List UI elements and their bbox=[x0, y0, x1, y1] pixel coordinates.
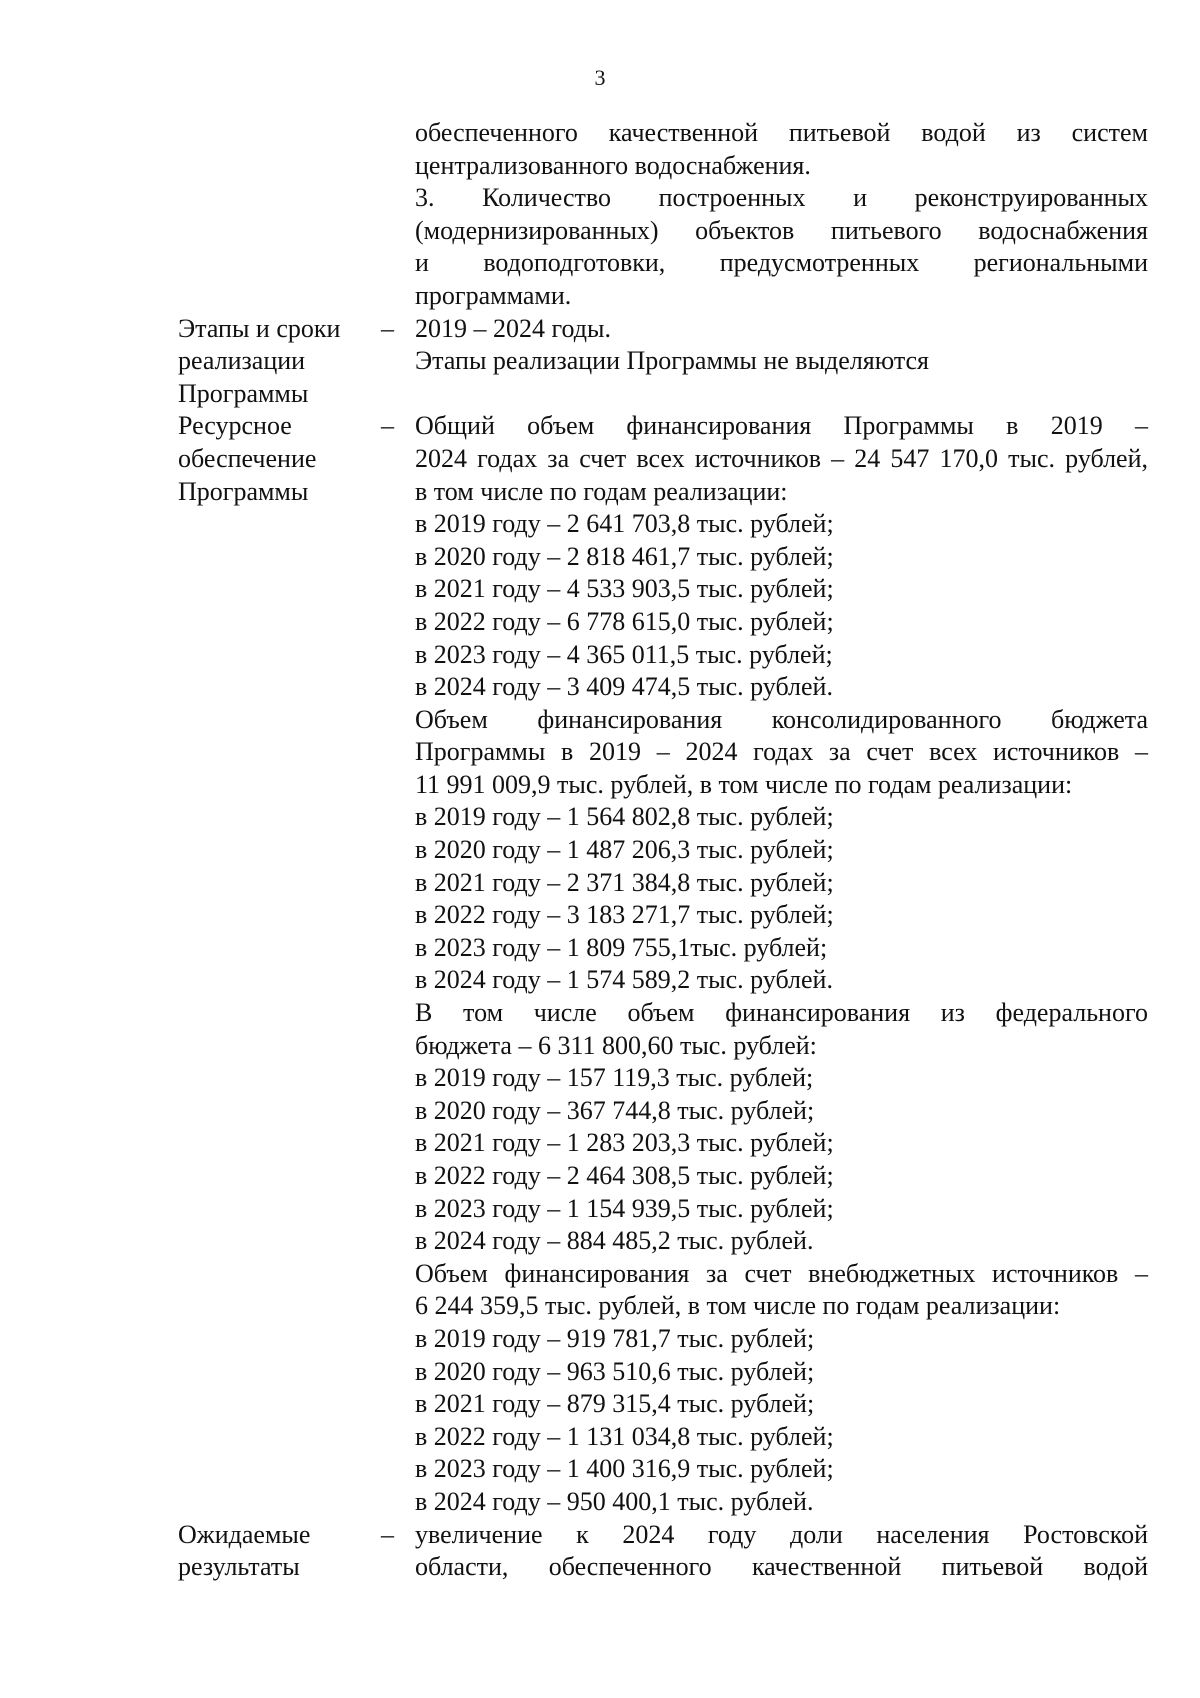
row-label bbox=[178, 313, 376, 411]
row-label-line: Ресурсное bbox=[178, 411, 292, 441]
row-value-line: в 2024 году – 884 485,2 тыс. рублей. bbox=[415, 1226, 814, 1256]
row-label bbox=[178, 410, 376, 1518]
row-value-line: в 2023 году – 1 400 316,9 тыс. рублей; bbox=[415, 1454, 834, 1484]
row-dash: – bbox=[381, 1519, 394, 1549]
row-value-line: в том числе по годам реализации: bbox=[415, 476, 788, 506]
row-value-line: в 2024 году – 950 400,1 тыс. рублей. bbox=[415, 1486, 814, 1516]
row-value-line: в 2022 году – 6 778 615,0 тыс. рублей; bbox=[415, 606, 834, 636]
row-value-line: в 2021 году – 2 371 384,8 тыс. рублей; bbox=[415, 867, 834, 897]
row-value-line: в 2021 году – 1 283 203,3 тыс. рублей; bbox=[415, 1128, 834, 1158]
passport-row bbox=[178, 313, 1148, 411]
row-dash: – bbox=[381, 411, 394, 441]
row-value-line: Общий объем финансирования Программы в 2019 – bbox=[415, 411, 1148, 441]
row-value-line: 11 991 009,9 тыс. рублей, в том числе по годам реализации: bbox=[415, 769, 1073, 799]
row-label bbox=[178, 1519, 376, 1584]
row-value-line: в 2023 году – 4 365 011,5 тыс. рублей; bbox=[415, 639, 833, 669]
row-value-line: в 2024 году – 1 574 589,2 тыс. рублей. bbox=[415, 965, 833, 995]
row-dash-cell bbox=[376, 313, 415, 411]
row-value-line: Объем финансирования за счет внебюджетных источников – bbox=[415, 1258, 1148, 1288]
row-value-line: в 2020 году – 2 818 461,7 тыс. рублей; bbox=[415, 541, 834, 571]
continuation-text bbox=[415, 117, 1148, 313]
row-value-line: области, обеспеченного качественной питьевой водой bbox=[415, 1552, 1148, 1582]
row-value-line: в 2022 году – 1 131 034,8 тыс. рублей; bbox=[415, 1421, 834, 1451]
continuation-line: обеспеченного качественной питьевой водой из систем bbox=[415, 118, 1148, 147]
row-value-line: в 2022 году – 3 183 271,7 тыс. рублей; bbox=[415, 900, 834, 930]
continuation-line: и водоподготовки, предусмотренных региональными bbox=[415, 248, 1148, 278]
row-dash-cell bbox=[376, 410, 415, 1518]
passport-row bbox=[178, 410, 1148, 1518]
row-value-line: в 2019 году – 2 641 703,8 тыс. рублей; bbox=[415, 509, 834, 539]
row-label-line: результаты bbox=[178, 1552, 300, 1582]
row-value-line: в 2020 году – 367 744,8 тыс. рублей; bbox=[415, 1095, 815, 1125]
row-value-line: в 2023 году – 1 154 939,5 тыс. рублей; bbox=[415, 1193, 834, 1223]
row-label-line: реализации bbox=[178, 346, 306, 376]
continuation-line: 3. Количество построенных и реконструированных bbox=[415, 183, 1148, 213]
row-value-line: в 2019 году – 1 564 802,8 тыс. рублей; bbox=[415, 802, 834, 832]
passport-table bbox=[178, 117, 1148, 1584]
row-value-line: в 2020 году – 963 510,6 тыс. рублей; bbox=[415, 1356, 815, 1386]
row-dash-cell bbox=[376, 1519, 415, 1584]
row-value-line: 2019 – 2024 годы. bbox=[415, 313, 611, 343]
continuation-line: (модернизированных) объектов питьевого водоснабжения bbox=[415, 215, 1148, 245]
row-value-line: в 2022 году – 2 464 308,5 тыс. рублей; bbox=[415, 1161, 834, 1190]
row-value-line: 6 244 359,5 тыс. рублей, в том числе по годам реализации: bbox=[415, 1291, 1061, 1321]
row-label-line: Программы bbox=[178, 476, 309, 506]
row-value-line: Программы в 2019 – 2024 годах за счет всех источников – bbox=[415, 737, 1148, 767]
row-value bbox=[415, 1519, 1148, 1584]
continuation-line: программами. bbox=[415, 280, 572, 310]
row-value-line: в 2019 году – 157 119,3 тыс. рублей; bbox=[415, 1063, 814, 1093]
row-dash: – bbox=[381, 313, 394, 343]
row-value-line: увеличение к 2024 году доли населения Ростовской bbox=[415, 1519, 1148, 1549]
row-label-line: Программы bbox=[178, 378, 309, 408]
row-value-line: 2024 годах за счет всех источников – 24 547 170,0 тыс. рублей, bbox=[415, 443, 1148, 473]
row-value-line: бюджета – 6 311 800,60 тыс. рублей: bbox=[415, 1030, 817, 1060]
row-label-line: обеспечение bbox=[178, 443, 317, 473]
row-value-line: Объем финансирования консолидированного бюджета bbox=[415, 704, 1148, 734]
row-value-line: в 2020 году – 1 487 206,3 тыс. рублей; bbox=[415, 835, 834, 865]
row-value-line: в 2024 году – 3 409 474,5 тыс. рублей. bbox=[415, 672, 833, 702]
row-value-line: в 2021 году – 879 315,4 тыс. рублей; bbox=[415, 1389, 815, 1419]
row-value bbox=[415, 410, 1148, 1518]
row-value bbox=[415, 313, 1148, 411]
continuation-line: централизованного водоснабжения. bbox=[415, 150, 811, 180]
row-value-line: в 2023 году – 1 809 755,1тыс. рублей; bbox=[415, 932, 828, 962]
row-value-line: Этапы реализации Программы не выделяются bbox=[415, 346, 930, 376]
row-value-line: В том числе объем финансирования из федерального bbox=[415, 998, 1148, 1028]
row-label-line: Этапы и сроки bbox=[178, 313, 341, 343]
row-value-line: в 2019 году – 919 781,7 тыс. рублей; bbox=[415, 1323, 815, 1353]
page-number: 3 bbox=[594, 65, 606, 90]
row-value-line: в 2021 году – 4 533 903,5 тыс. рублей; bbox=[415, 574, 834, 604]
passport-rows bbox=[178, 313, 1148, 1584]
passport-row bbox=[178, 1519, 1148, 1584]
row-label-line: Ожидаемые bbox=[178, 1519, 311, 1549]
